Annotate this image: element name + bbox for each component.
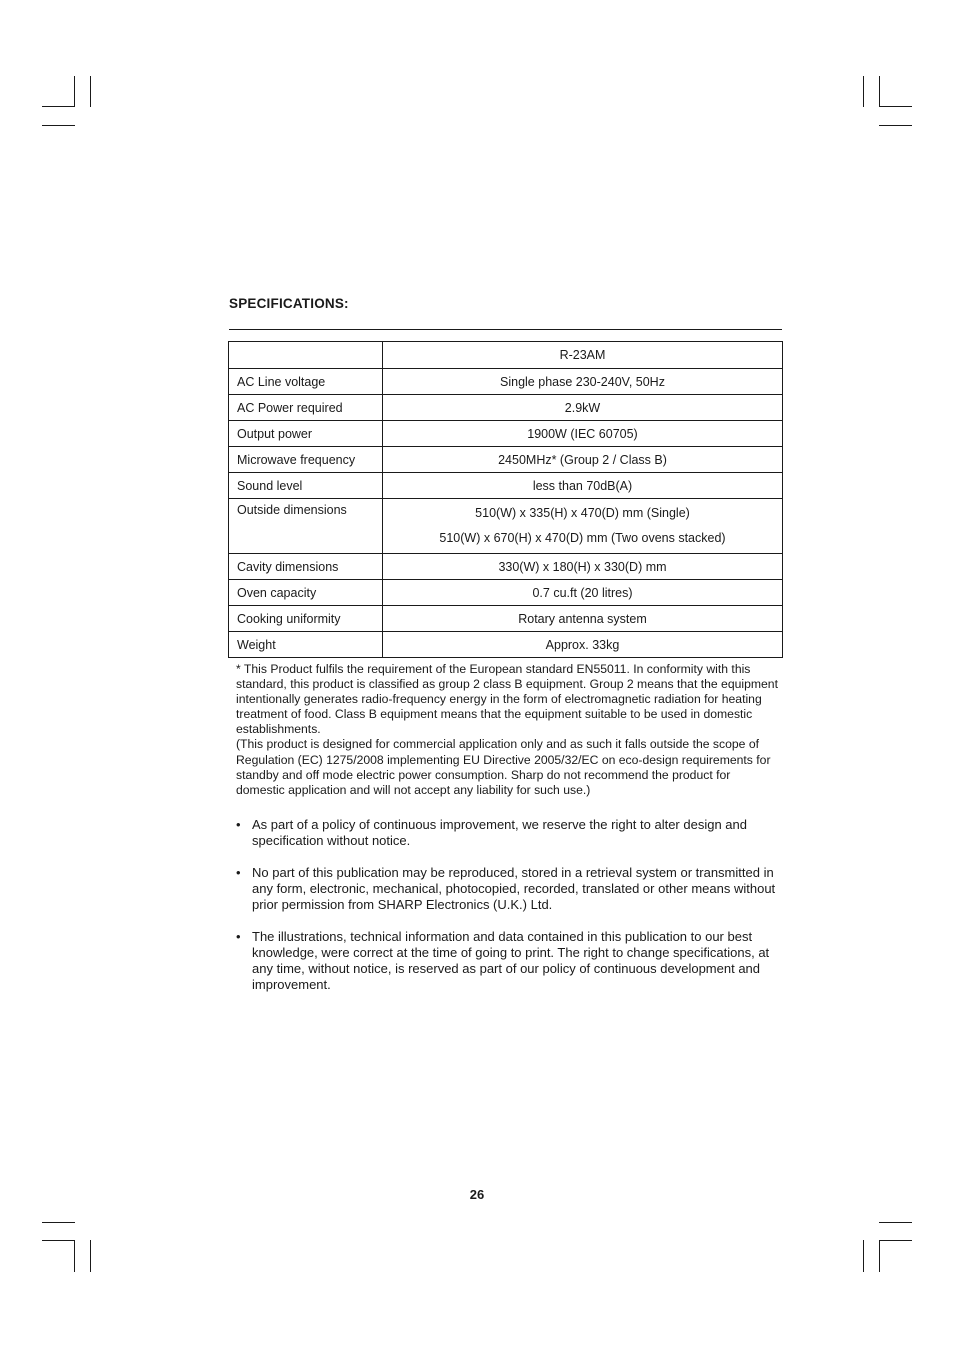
crop-mark <box>42 1222 75 1223</box>
table-row <box>229 632 783 658</box>
table-row <box>229 369 783 395</box>
spec-label: Microwave frequency <box>229 447 383 473</box>
crop-mark <box>879 1222 912 1223</box>
notice-text: The illustrations, technical information and data contained in this publication to our best knowledge, were correct at the time of going to print. The right to change specifications, at any time, without notice, is reserved as part of our policy of continuous development and improvement. <box>252 929 770 992</box>
table-row <box>229 499 783 554</box>
spec-value: Approx. 33kg <box>383 632 783 658</box>
list-item <box>236 865 782 913</box>
spec-label: Oven capacity <box>229 580 383 606</box>
spec-label: Outside dimensions <box>229 499 383 554</box>
crop-mark <box>90 76 91 107</box>
spec-label: Output power <box>229 421 383 447</box>
crop-mark <box>879 1240 912 1241</box>
section-title: SPECIFICATIONS: <box>229 296 349 311</box>
notice-list <box>236 817 782 1009</box>
crop-mark <box>74 76 75 107</box>
crop-mark <box>42 1240 75 1241</box>
crop-mark <box>90 1240 91 1272</box>
table-row <box>229 395 783 421</box>
table-row <box>229 447 783 473</box>
list-item <box>236 817 782 849</box>
table-row <box>229 580 783 606</box>
table-header-row <box>229 342 783 369</box>
footnote-paragraph: (This product is designed for commercial application only and as such it falls outside the scope of Regulation (EC) 1275/2008 implementing EU Directive 2005/32/EC on eco-design requirements for standby and off mode electric power consumption. Sharp do not recommend the product for domestic application and will not accept any liability for such use.) <box>236 737 771 797</box>
footnote-paragraph: * This Product fulfils the requirement of the European standard EN55011. In conformity with this standard, this product is classified as group 2 class B equipment. Group 2 means that the equipment intentionally generates radio-frequency energy in the form of electromagnetic radiation for heating treatment of food. Class B equipment means that the equipment suitable to be used in domestic establishments. <box>236 662 778 737</box>
spec-table <box>228 341 783 658</box>
spec-value: Rotary antenna system <box>383 606 783 632</box>
bullet-icon: • <box>236 865 241 880</box>
page-number: 26 <box>469 1187 485 1202</box>
crop-mark <box>863 1240 864 1272</box>
crop-mark <box>879 76 880 107</box>
crop-mark <box>42 106 75 107</box>
spec-label: Weight <box>229 632 383 658</box>
crop-mark <box>879 106 912 107</box>
spec-label: AC Line voltage <box>229 369 383 395</box>
table-row <box>229 421 783 447</box>
crop-mark <box>42 125 75 126</box>
spec-value: less than 70dB(A) <box>383 473 783 499</box>
crop-mark <box>879 125 912 126</box>
spec-value: 2450MHz* (Group 2 / Class B) <box>383 447 783 473</box>
notice-text: As part of a policy of continuous improvement, we reserve the right to alter design and specification without notice. <box>252 817 747 848</box>
bullet-icon: • <box>236 817 241 832</box>
spec-label: AC Power required <box>229 395 383 421</box>
spec-value: 1900W (IEC 60705) <box>383 421 783 447</box>
spec-value-line: 510(W) x 335(H) x 470(D) mm (Single) <box>475 506 690 520</box>
crop-mark <box>74 1240 75 1272</box>
spec-value <box>383 499 783 554</box>
notice-text: No part of this publication may be reproduced, stored in a retrieval system or transmitted in any form, electronic, mechanical, photocopied, recorded, translated or other means without prior permission from SHARP Electronics (U.K.) Ltd. <box>252 865 776 912</box>
title-divider <box>229 329 782 330</box>
table-row <box>229 606 783 632</box>
spec-value: Single phase 230-240V, 50Hz <box>383 369 783 395</box>
list-item <box>236 929 782 993</box>
spec-value: 2.9kW <box>383 395 783 421</box>
table-row <box>229 473 783 499</box>
spec-label: Cooking uniformity <box>229 606 383 632</box>
table-row <box>229 554 783 580</box>
spec-value: 330(W) x 180(H) x 330(D) mm <box>383 554 783 580</box>
spec-label: Cavity dimensions <box>229 554 383 580</box>
spec-label: Sound level <box>229 473 383 499</box>
crop-mark <box>863 76 864 107</box>
spec-value-line: 510(W) x 670(H) x 470(D) mm (Two ovens stacked) <box>439 531 726 545</box>
crop-mark <box>879 1240 880 1272</box>
footnote <box>236 662 782 798</box>
header-empty-cell <box>229 342 383 369</box>
spec-value: 0.7 cu.ft (20 litres) <box>383 580 783 606</box>
bullet-icon: • <box>236 929 241 944</box>
model-name: R-23AM <box>383 342 783 369</box>
